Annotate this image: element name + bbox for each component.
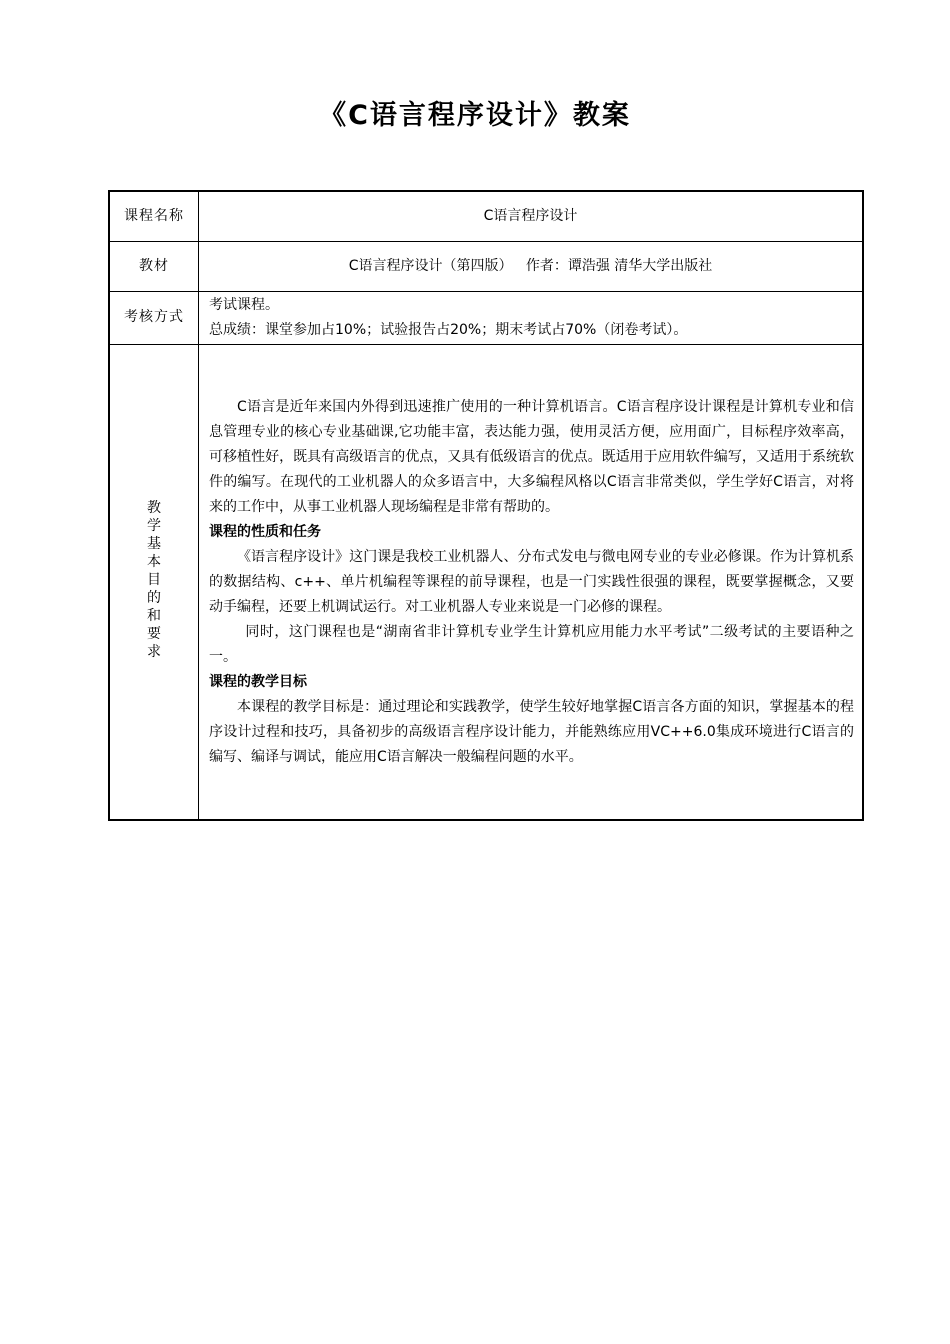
objectives-content [199, 344, 864, 820]
heading-teaching-goals: 课程的教学目标 [209, 674, 307, 691]
assessment-label: 考核方式 [109, 291, 199, 344]
objectives-label-cell [109, 344, 199, 820]
nature-paragraph: 《语言程序设计》这门课是我校工业机器人、分布式发电与微电网专业的专业必修课。作为计算机系的数据结构、c++、单片机编程等课程的前导课程，也是一门实践性很强的课程，既要掌握概念，又要动手编程，还要上机调试运行。对工业机器人专业来说是一门必修的课程。 [209, 549, 854, 616]
table-row-course-name [109, 191, 863, 241]
table-row-textbook [109, 241, 863, 291]
heading-course-nature: 课程的性质和任务 [209, 524, 321, 541]
textbook-label: 教材 [109, 241, 199, 291]
objectives-label: 教学基本目的和要求 [147, 499, 161, 660]
intro-paragraph: C语言是近年来国内外得到迅速推广使用的一种计算机语言。C语言程序设计课程是计算机专业和信息管理专业的核心专业基础课,它功能丰富，表达能力强，使用灵活方便，应用面广，目标程序效率高，可移植性好，既具有高级语言的优点，又具有低级语言的优点。既适用于应用软件编写，又适用于系统软件的编写。在现代的工业机器人的众多语言中，大多编程风格以C语言非常类似，学生学好C语言，对将来的工作中，从事工业机器人现场编程是非常有帮助的。 [209, 399, 854, 516]
goals-paragraph: 本课程的教学目标是：通过理论和实践教学，使学生较好地掌握C语言各方面的知识，掌握基本的程序设计过程和技巧，具备初步的高级语言程序设计能力，并能熟练应用VC++6.0集成环境进行C语言的编写、编译与调试，能应用C语言解决一般编程问题的水平。 [209, 699, 854, 766]
lesson-plan-table [108, 190, 864, 821]
assessment-cell [199, 291, 864, 344]
assessment-line-2: 总成绩：课堂参加占10%；试验报告占20%；期末考试占70%（闭卷考试）。 [209, 321, 688, 338]
table-row-assessment [109, 291, 863, 344]
course-name-label: 课程名称 [109, 191, 199, 241]
table-row-objectives [109, 344, 863, 820]
textbook-value: C语言程序设计（第四版） 作者：谭浩强 清华大学出版社 [199, 241, 864, 291]
document-title: 《C语言程序设计》教案 [319, 100, 631, 131]
exam-paragraph: 同时，这门课程也是“湖南省非计算机专业学生计算机应用能力水平考试”二级考试的主要语种之一。 [209, 624, 854, 666]
assessment-line-1: 考试课程。 [209, 296, 279, 313]
course-name-value: C语言程序设计 [199, 191, 864, 241]
